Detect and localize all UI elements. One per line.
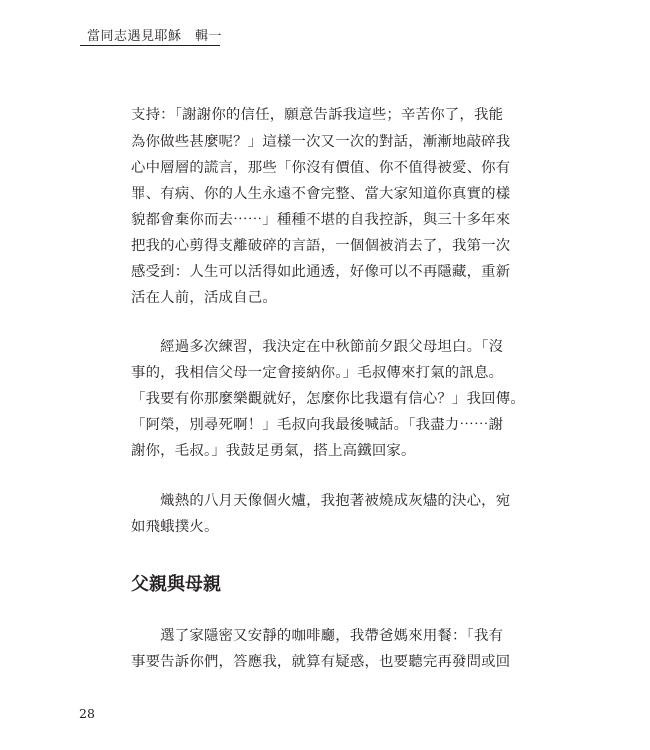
text-line: 罪、有病、你的人生永遠不會完整、當大家知道你真實的樣 xyxy=(131,186,511,202)
text-line: 熾熱的八月天像個火爐，我抱著被燒成灰燼的決心，宛 xyxy=(131,493,511,509)
text-line: 活在人前，活成自己。 xyxy=(131,290,277,306)
text-line: 事要告訴你們，答應我，就算有疑惑，也要聽完再發問或回 xyxy=(131,654,511,670)
text-line: 事的，我相信父母一定會接納你。」毛叔傳來打氣的訊息。 xyxy=(131,365,504,381)
text-line: 感受到：人生可以活得如此通透，好像可以不再隱藏，重新 xyxy=(131,264,511,280)
text-line: 「我要有你那麼樂觀就好，怎麼你比我還有信心？」我回傳。 xyxy=(131,391,525,407)
text-line: 支持：「謝謝你的信任，願意告訴我這些；辛苦你了，我能 xyxy=(131,107,504,123)
text-line: 為你做些甚麼呢？」這樣一次又一次的對話，漸漸地敲碎我 xyxy=(131,134,511,150)
text-line: 如飛蛾撲火。 xyxy=(131,519,219,535)
text-line: 「阿榮，別尋死啊！」毛叔向我最後喊話。「我盡力⋯⋯謝 xyxy=(131,417,504,433)
running-header: 當同志遇見耶穌 輯一 xyxy=(87,29,223,44)
text-line: 經過多次練習，我決定在中秋節前夕跟父母坦白。「沒 xyxy=(131,339,504,355)
page-number: 28 xyxy=(79,706,95,721)
text-line: 貌都會棄你而去⋯⋯」種種不堪的自我控訴，與三十多年來 xyxy=(131,212,511,228)
text-line: 把我的心剪得支離破碎的言語，一個個被消去了，我第一次 xyxy=(131,238,511,254)
text-line: 謝你，毛叔。」我鼓足勇氣，搭上高鐵回家。 xyxy=(131,443,416,459)
text-line: 選了家隱密又安靜的咖啡廳，我帶爸媽來用餐：「我有 xyxy=(131,628,504,644)
text-line: 心中層層的謊言，那些「你沒有價值、你不值得被愛、你有 xyxy=(131,160,511,176)
section-heading: 父親與母親 xyxy=(131,574,221,595)
